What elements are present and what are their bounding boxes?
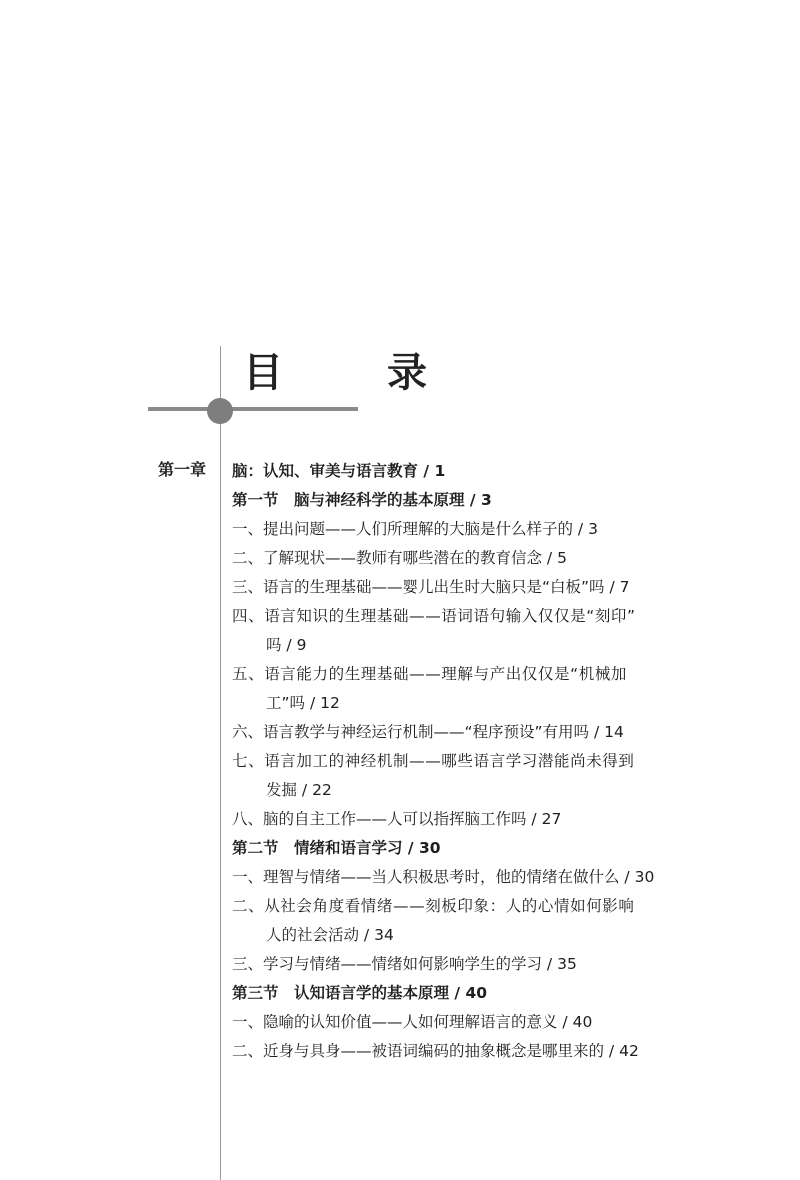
toc-entry-text: 七、语言加工的神经机制——哪些语言学习潜能尚未得到	[232, 752, 635, 770]
toc-entry-text: 第三节 认知语言学的基本原理 / 40	[232, 984, 488, 1002]
toc-item-entry[interactable]	[232, 892, 692, 950]
toc-item-entry[interactable]	[232, 1037, 692, 1066]
toc-entry-text: 第一节 脑与神经科学的基本原理 / 3	[232, 491, 492, 509]
toc-item-entry[interactable]	[232, 863, 692, 892]
toc-item-entry[interactable]	[232, 573, 692, 602]
vertical-rule	[220, 346, 221, 1180]
toc-entry-continuation: 吗 / 9	[266, 636, 307, 654]
toc-entry-text: 二、了解现状——教师有哪些潜在的教育信念 / 5	[232, 549, 567, 567]
toc-item-entry[interactable]	[232, 805, 692, 834]
toc-entry-text: 二、从社会角度看情绪——刻板印象：人的心情如何影响	[232, 897, 635, 915]
toc-entry-text: 二、近身与具身——被语词编码的抽象概念是哪里来的 / 42	[232, 1042, 639, 1060]
toc-section-entry[interactable]	[232, 834, 692, 863]
toc-item-entry[interactable]	[232, 718, 692, 747]
toc-item-entry[interactable]	[232, 1008, 692, 1037]
toc-item-entry[interactable]	[232, 515, 692, 544]
chapter-label: 第一章	[158, 460, 207, 479]
toc-list	[232, 457, 692, 1066]
page-title: 目 录	[243, 349, 459, 396]
toc-entry-continuation: 工”吗 / 12	[266, 694, 340, 712]
toc-entry-text: 一、隐喻的认知价值——人如何理解语言的意义 / 40	[232, 1013, 593, 1031]
toc-item-entry[interactable]	[232, 747, 692, 805]
title-underline-bar	[148, 407, 358, 411]
toc-entry-continuation: 发掘 / 22	[266, 781, 332, 799]
toc-entry-text: 八、脑的自主工作——人可以指挥脑工作吗 / 27	[232, 810, 562, 828]
toc-item-entry[interactable]	[232, 660, 692, 718]
title-dot-ornament	[207, 398, 233, 424]
toc-entry-text: 六、语言教学与神经运行机制——“程序预设”有用吗 / 14	[232, 723, 624, 741]
toc-entry-text: 五、语言能力的生理基础——理解与产出仅仅是“机械加	[232, 665, 628, 683]
toc-entry-text: 一、理智与情绪——当人积极思考时，他的情绪在做什么 / 30	[232, 868, 655, 886]
toc-entry-continuation: 人的社会活动 / 34	[266, 926, 394, 944]
toc-entry-text: 一、提出问题——人们所理解的大脑是什么样子的 / 3	[232, 520, 598, 538]
toc-item-entry[interactable]	[232, 544, 692, 573]
toc-entry-text: 三、语言的生理基础——婴儿出生时大脑只是“白板”吗 / 7	[232, 578, 630, 596]
toc-section-entry[interactable]	[232, 979, 692, 1008]
toc-item-entry[interactable]	[232, 602, 692, 660]
toc-entry-text: 第二节 情绪和语言学习 / 30	[232, 839, 441, 857]
toc-chapter-entry[interactable]	[232, 457, 692, 486]
toc-item-entry[interactable]	[232, 950, 692, 979]
toc-section-entry[interactable]	[232, 486, 692, 515]
toc-entry-text: 四、语言知识的生理基础——语词语句输入仅仅是“刻印”	[232, 607, 636, 625]
toc-entry-text: 脑：认知、审美与语言教育 / 1	[232, 462, 446, 480]
toc-entry-text: 三、学习与情绪——情绪如何影响学生的学习 / 35	[232, 955, 577, 973]
